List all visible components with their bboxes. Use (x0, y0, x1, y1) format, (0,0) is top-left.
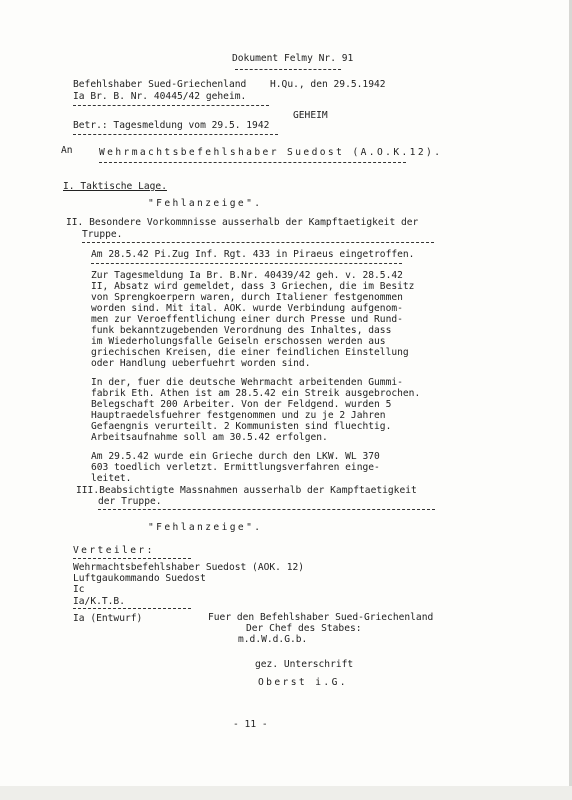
subject-line: Betr.: Tagesmeldung vom 29.5. 1942 (73, 120, 270, 131)
classification-mark: GEHEIM (293, 110, 328, 121)
hq-date: H.Qu., den 29.5.1942 (270, 79, 386, 90)
distribution-item: Ia/K.T.B. (73, 596, 125, 607)
distribution-list-rule (73, 608, 191, 609)
paragraph-line: worden sind. Mit ital. AOK. wurde Verbindung aufgenom- (91, 303, 403, 314)
paragraph-line: funk bekanntzugebenden Verordnung des Inhaltes, dass (91, 325, 392, 336)
paragraph-line: im Wiederholungsfalle Geiseln erschossen werden aus (91, 336, 386, 347)
section-1-status: "Fehlanzeige". (148, 198, 263, 209)
distribution-label: Verteiler: (73, 545, 155, 556)
distribution-item: Luftgaukommando Suedost (73, 573, 206, 584)
subject-rule (73, 134, 278, 135)
section-1-heading: I. Taktische Lage. (63, 181, 167, 192)
distribution-item: Ic (73, 584, 85, 595)
paragraph-line: oder Handlung ueberfuehrt worden sind. (91, 358, 311, 369)
signature-rank: Oberst i.G. (258, 677, 348, 688)
paragraph-line: In der, fuer die deutsche Wehrmacht arbeitenden Gummi- (91, 377, 403, 388)
section-2-paragraph-1: Am 28.5.42 Pi.Zug Inf. Rgt. 433 in Piraeus eingetroffen. (91, 249, 415, 260)
distribution-item: Wehrmachtsbefehlshaber Suedost (AOK. 12) (73, 562, 305, 573)
title-rule (235, 69, 341, 70)
sender-line-1: Befehlshaber Sued-Griechenland (73, 79, 247, 90)
paragraph-1-rule (91, 263, 402, 264)
section-3-status: "Fehlanzeige". (148, 522, 263, 533)
document-title: Dokument Felmy Nr. 91 (232, 53, 354, 64)
recipient-rule (99, 162, 406, 163)
sender-rule (73, 105, 269, 106)
paragraph-line: leitet. (91, 473, 132, 484)
to-label: An (61, 145, 73, 156)
signature-line-3: m.d.W.d.G.b. (238, 634, 308, 645)
paragraph-line: Gefaengnis verurteilt. 2 Kommunisten sind fluechtig. (91, 421, 392, 432)
paragraph-line: Hauptraedelsfuehrer festgenommen und zu je 2 Jahren (91, 410, 386, 421)
distribution-item: Ia (Entwurf) (73, 613, 143, 624)
section-3-heading-line-2: der Truppe. (98, 496, 162, 507)
signature-line-1: Fuer den Befehlshaber Sued-Griechenland (208, 612, 434, 623)
paragraph-line: Arbeitsaufnahme soll am 30.5.42 erfolgen. (91, 432, 328, 443)
paragraph-line: von Sprengkoerpern waren, durch Italiener festgenommen (91, 292, 403, 303)
section-2-heading-line-2: Truppe. (82, 229, 123, 240)
section-2-rule (82, 242, 434, 243)
paragraph-line: men zur Veroeffentlichung einer durch Presse und Rund- (91, 314, 403, 325)
paragraph-line: griechischen Kreisen, die einer feindlichen Einstellung (91, 347, 409, 358)
section-2-heading-line-1: II. Besondere Vorkommnisse ausserhalb der Kampftaetigkeit der (66, 217, 419, 228)
page-number: - 11 - (233, 719, 268, 730)
signature-line-4: gez. Unterschrift (255, 659, 354, 670)
signature-line-2: Der Chef des Stabes: (246, 623, 362, 634)
paragraph-line: II, Absatz wird gemeldet, dass 3 Griechen, die im Besitz (91, 281, 415, 292)
paragraph-line: Am 29.5.42 wurde ein Grieche durch den LKW. WL 370 (91, 451, 380, 462)
recipient: Wehrmachtsbefehlshaber Suedost (A.O.K.12). (99, 147, 443, 158)
paragraph-line: Zur Tagesmeldung Ia Br. B.Nr. 40439/42 geh. v. 28.5.42 (91, 270, 403, 281)
paragraph-line: Belegschaft 200 Arbeiter. Von der Feldgend. wurden 5 (91, 399, 392, 410)
sender-line-2: Ia Br. B. Nr. 40445/42 geheim. (73, 91, 247, 102)
page-bottom-margin (0, 786, 572, 800)
section-3-rule (98, 509, 435, 510)
distribution-rule (73, 558, 191, 559)
section-3-heading-line-1: III.Beabsichtigte Massnahmen ausserhalb der Kampftaetigkeit (76, 485, 417, 496)
paragraph-line: 603 toedlich verletzt. Ermittlungsverfahren einge- (91, 462, 380, 473)
paragraph-line: fabrik Eth. Athen ist am 28.5.42 ein Streik ausgebrochen. (91, 388, 421, 399)
